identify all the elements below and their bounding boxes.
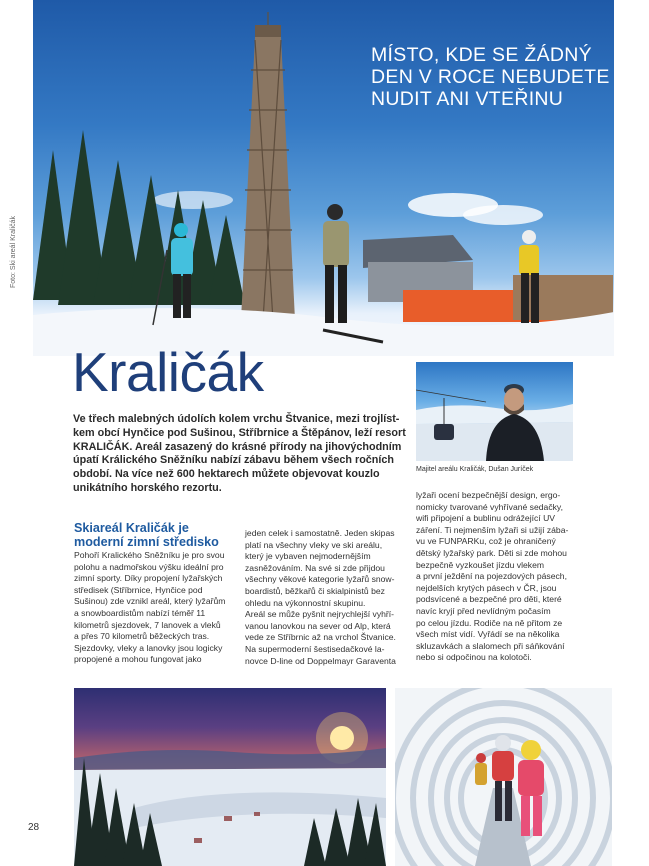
body-line: vede ze Stříbrnic až na vrchol Štvanice. (245, 632, 396, 643)
body-line: nebo si odpočinou na kolotoči. (416, 652, 532, 663)
skier-yellow (519, 230, 539, 323)
lead-line: KRALIČÁK. Areál zasazený do krásné přírody na jihovýchodním (73, 440, 402, 453)
section-heading-line-2: moderní zimní středisko (74, 535, 219, 549)
lead-line: unikátního horského rezortu. (73, 481, 222, 494)
body-line: dětský lyžařský park. Děti si zde mohou (416, 547, 567, 558)
body-line: vanou lanovkou na sever od Alp, která (245, 620, 391, 631)
lookout-tower (241, 12, 295, 320)
body-line: Na supermoderní šestisedačkové la- (245, 643, 385, 654)
body-line: platí na všechny vleky ve ski areálu, (245, 539, 383, 550)
body-line: všechny věkové kategorie lyžařů snow- (245, 574, 395, 585)
body-line: všech míst vidí. Vyřádí se na několika (416, 629, 560, 640)
body-column-2 (245, 528, 410, 667)
body-line: středisek (Stříbrnice, Hynčice pod (74, 584, 203, 595)
body-line: a první ježdění na pojezdových pásech, (416, 571, 567, 582)
body-line: který je vybaven nejmodernějším (245, 551, 371, 562)
section-heading (74, 521, 244, 549)
tunnel-scene (395, 688, 612, 866)
body-line: podsvícené a bezpečné pro děti, které (416, 594, 562, 605)
body-line: a přes 70 kilometrů běžeckých tras. (74, 631, 210, 642)
body-line: nejdelších krytých pásech v ČR, jsou (416, 582, 557, 593)
conveyor-tunnel-photo (395, 688, 612, 866)
headline-line-3: NUDIT ANI VTEŘINU (371, 88, 564, 110)
body-line: navíc kryjí před nevlídným počasím (416, 605, 551, 616)
body-line: Pohoří Kralického Sněžníku je pro svou (74, 550, 225, 560)
owner-portrait-photo (416, 362, 573, 461)
body-line: novce D-line od Doppelmayr Garaventa (245, 655, 396, 666)
photo-credit: Foto: Ski areál Kraličák (10, 216, 17, 288)
sunset-scene (74, 688, 386, 866)
body-line: kilometrů sjezdovek, 7 lanovek a vleků (74, 619, 221, 630)
portrait-scene (416, 362, 573, 461)
body-line: zimní sporty. Díky propojení lyžařských (74, 573, 223, 584)
sunset-landscape-photo (74, 688, 386, 866)
body-line: Sjezdovky, vleky a lanovky jsou logicky (74, 642, 223, 653)
body-line: bezpečně vyzkoušet jízdu vlekem (416, 559, 545, 570)
lead-paragraph (73, 413, 408, 496)
body-column-3 (416, 490, 581, 664)
cable-car-station (363, 235, 613, 322)
lead-line: Ve třech malebných údolích kolem vrchu Štvanice, mezi trojlíst- (73, 413, 400, 425)
hero-photo (33, 0, 614, 356)
body-line: ohledu na výkonnostní skupinu. (245, 597, 366, 608)
lead-line: úpatí Králického Sněžníku nabízí zábavu během všech ročních (73, 454, 394, 467)
portrait-caption: Majitel areálu Kraličák, Dušan Juríček (416, 466, 534, 473)
body-line: nomicky tvarované vyhřívané sedačky, (416, 501, 563, 512)
headline-line-1: MÍSTO, KDE SE ŽÁDNÝ (371, 44, 592, 66)
body-line: lyžaři ocení bezpečnější design, ergo- (416, 490, 561, 500)
body-line: Sušinou) zde vznikl areál, který lyžařům (74, 596, 226, 607)
body-line: Areál se může pyšnit nejrychlejší vyhří- (245, 609, 395, 620)
page-number: 28 (28, 822, 40, 833)
hero-headline (371, 44, 614, 110)
body-line: wifi připojení a bublinu odrážející UV (416, 513, 556, 524)
lead-line: období. Na více než 600 hektarech můžete objevovat kouzlo (73, 468, 380, 481)
body-line: a snowboardistům nabízí téměř 11 (74, 607, 206, 618)
body-line: zasněžováním. Na své si zde přijdou (245, 562, 385, 573)
body-line: jeden celek i samostatně. Jeden skipas (245, 528, 395, 538)
section-heading-line-1: Skiareál Kraličák je (74, 521, 189, 535)
body-line: propojené a mohou fungovat jako (74, 654, 202, 665)
body-line: boardistů, běžkařů či skialpinistů bez (245, 585, 385, 596)
body-line: záření. Ti nejmenším lyžaři si užijí zába- (416, 524, 569, 535)
lead-line: kem obcí Hynčice pod Sušinou, Stříbrnice a Štěpánov, leží resort (73, 426, 406, 439)
body-line: polohu a nadmořskou výšku ideální pro (74, 561, 224, 572)
page-title: Kraličák (72, 341, 264, 403)
body-line: vu ve FUNPARKu, což je ohraničený (416, 536, 556, 547)
body-line: po celou jízdu. Rodiče na ně přitom ze (416, 617, 563, 628)
headline-line-2: DEN V ROCE NEBUDETE (371, 66, 610, 88)
child-skier-far (475, 753, 487, 785)
body-line: skluzavkách a slalomech při sáňkování (416, 640, 565, 651)
body-column-1 (74, 550, 239, 666)
